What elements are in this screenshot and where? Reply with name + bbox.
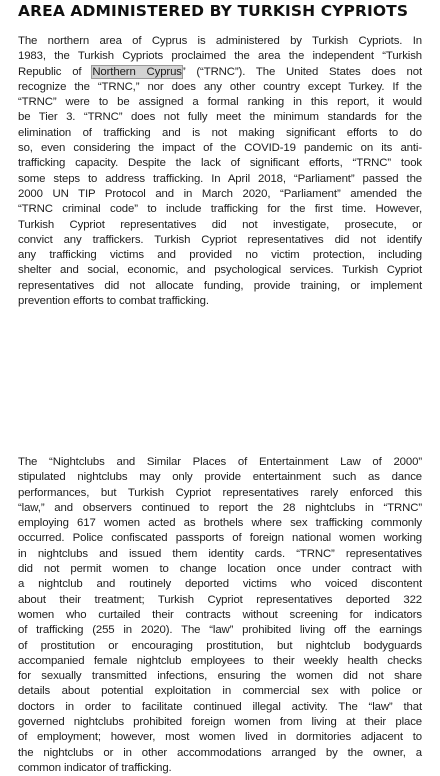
text-line: governed nightclubs prohibited foreign women from living at their place (18, 716, 422, 729)
text-line: doctors in order to facilitate continued illegal activity. The “law” that (18, 700, 422, 713)
text-line: the nightclubs or in other accommodations arranged by the owner, a (18, 746, 422, 759)
text-line: did not permit women to change location once under contract with (18, 563, 422, 576)
text-line: Turkish Cypriot representatives did not investigate, prosecute, or (18, 218, 422, 231)
text-line: common indicator of trafficking. (18, 761, 172, 774)
text-line: trafficking capacity. Despite the lack of significant efforts, “TRNC” took (18, 157, 422, 170)
text-line: for sexually transmitted infections, ensuring the women did not share (18, 670, 422, 683)
paragraph-intro (18, 34, 422, 309)
text-line: The northern area of Cyprus is administered by Turkish Cypriots. In (18, 35, 422, 47)
text-line: a nightclub and routinely deported victims who voiced discontent (18, 578, 422, 591)
text-line: some steps to address trafficking. In April 2018, “Parliament” passed the (18, 172, 422, 185)
text-line: prevention efforts to combat trafficking. (18, 295, 209, 308)
text-line: shelter and social, economic, and psychological services. Turkish Cypriot (18, 264, 422, 277)
text-line: women who curtailed their contracts without screening for indicators (18, 608, 422, 621)
text-line: about their treatment; Turkish Cypriot representatives deported 322 (18, 593, 422, 606)
text-line: 2000 UN TIP Protocol and in March 2020, “Parliament” amended the (18, 187, 422, 200)
text-line: so, even considering the impact of the COVID-19 pandemic on its anti- (18, 142, 422, 155)
text-segment: Republic of (18, 65, 93, 78)
text-line: details about potential exploitation in commercial sex with police or (18, 685, 422, 698)
text-segment: ” (“TRNC”). The United States does not (181, 65, 423, 78)
text-line: in nightclubs and issued them identity cards. “TRNC” representatives (18, 547, 422, 560)
text-line: 1983, the Turkish Cypriots proclaimed the area the independent “Turkish (18, 50, 422, 63)
text-line: stipulated nightclubs may only provide entertainment such as dance (18, 471, 422, 484)
text-line: of trafficking (255 in 2020). The “law” prohibited living off the earnings (18, 624, 422, 637)
text-line: The “Nightclubs and Similar Places of Entertainment Law of 2000” (18, 456, 422, 468)
text-line: performances, but Turkish Cypriot representatives rarely enforced this (18, 486, 422, 499)
text-line: be Tier 3. “TRNC” does not fully meet the minimum standards for the (18, 111, 422, 124)
text-line: accompanied female nightclub employees to their weekly health checks (18, 654, 422, 667)
paragraph-nightclubs (18, 455, 422, 776)
text-line: “TRNC” were to be assigned a formal ranking in this report, it would (18, 96, 422, 109)
text-line: of employment; however, most women lived in dormitories adjacent to (18, 731, 422, 744)
section-heading: AREA ADMINISTERED BY TURKISH CYPRIOTS (18, 2, 409, 20)
text-line (18, 65, 422, 80)
text-line: “law,” and observers continued to report the 28 nightclubs in “TRNC” (18, 501, 422, 514)
text-line: occurred. Police confiscated passports of foreign national women working (18, 532, 422, 545)
text-line: recognize the “TRNC,” nor does any other country except Turkey. If the (18, 80, 422, 93)
text-line: elimination of trafficking and is not making significant efforts to do (18, 126, 422, 139)
text-line: representatives did not allocate funding, provide training, or implement (18, 279, 422, 292)
text-line: “TRNC criminal code” to include trafficking for the first time. However, (18, 203, 422, 216)
highlighted-text[interactable]: Northern Cyprus (92, 65, 182, 78)
text-line: of prostitution or encouraging prostitution, but nightclub bodyguards (18, 639, 422, 652)
text-line: any trafficking victims and provided no victim protection, including (18, 249, 422, 262)
text-line: convict any traffickers. Turkish Cypriot representatives did not identify (18, 233, 422, 246)
text-line: employing 617 women acted as brothels where sex trafficking commonly (18, 517, 422, 530)
